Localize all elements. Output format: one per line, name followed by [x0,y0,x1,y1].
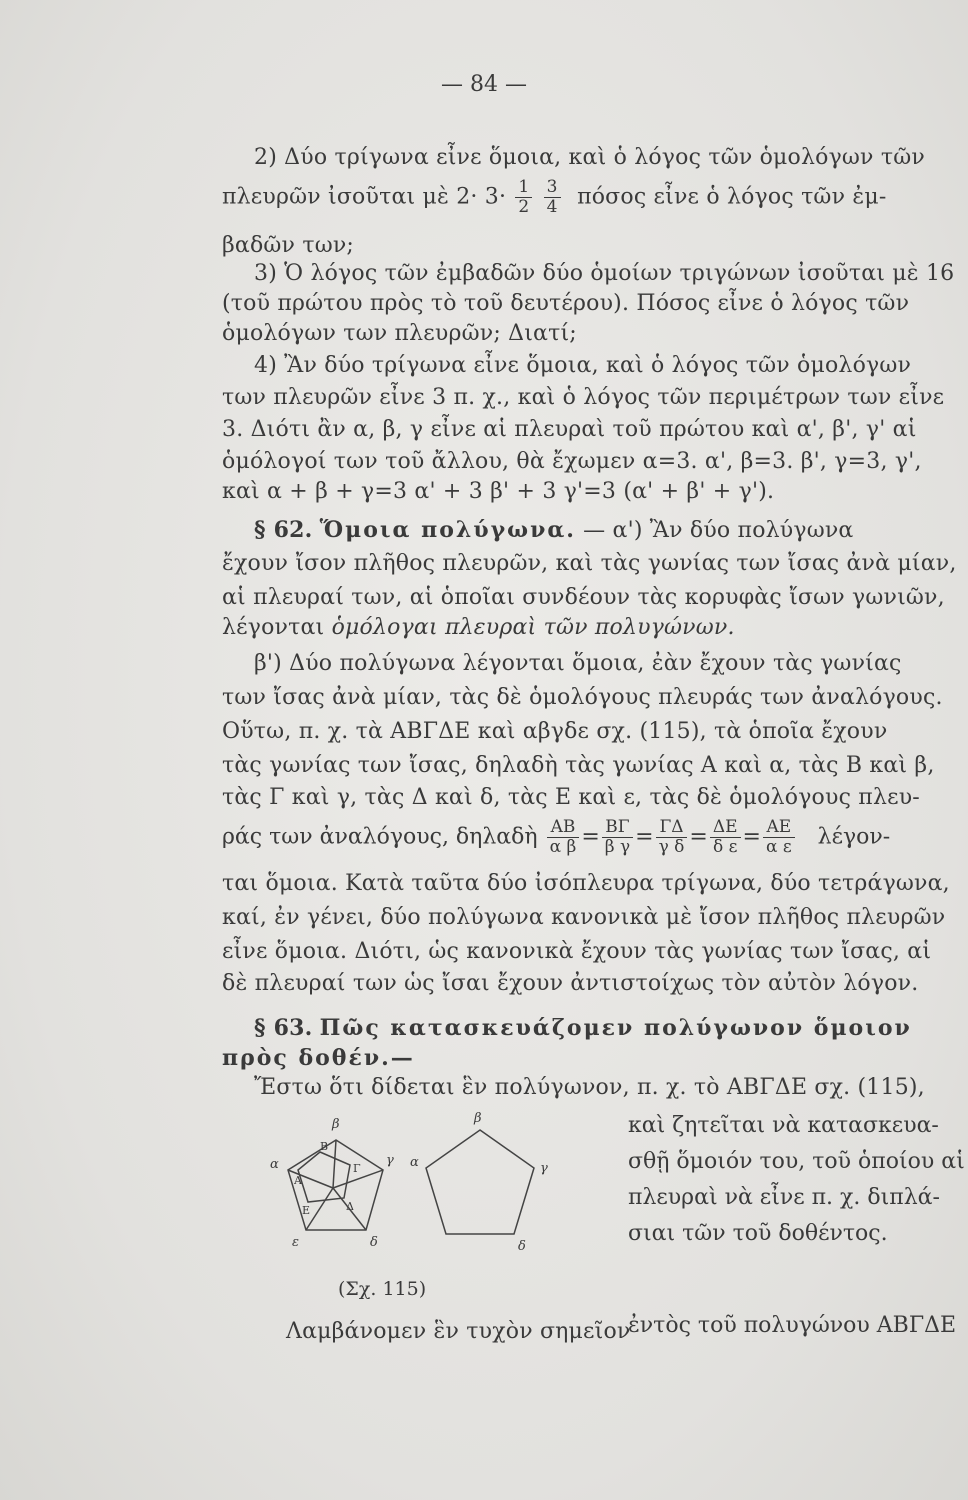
exercise-2-line-3: βαδῶν των; [222,233,355,258]
section-63-heading [222,1014,968,1043]
vertex-label-G: Γ [353,1162,361,1175]
proportion-equation-line: ράς των ἀναλόγους, δηλαδὴ $\frac{AB}{\text{α β}}$ = $\frac{B\Gamma}{\text{β γ}}$ = $\frac{\Gamma\Delta}{\text{γ δ}}$ = $\frac{\Delta E}{\text{δ ε}}$ = $\frac{AE}{\text{α ε}}$ λέγον- [222,817,891,857]
exercise-3-line-1: 3) Ὁ λόγος τῶν ἐμβαδῶν δύο ὁμοίων τριγώνων ἰσοῦται μὲ 16 [254,261,955,286]
exercise-4-line-3: 3. Διότι ἂν α, β, γ εἶνε αἱ πλευραὶ τοῦ πρώτου καὶ α', β', γ' αἱ [222,417,917,442]
section-62-line-7: Οὕτω, π. χ. τὰ ΑΒΓΔΕ καὶ αβγδε σχ. (115), τὰ ὁποῖα ἔχουν [222,719,888,744]
section-62-heading [222,516,968,545]
regular-pentagon [426,1130,534,1234]
fraction-three-quarters [544,178,561,217]
proportion-fraction [656,818,688,857]
exercise-3-line-2: (τοῦ πρώτου πρὸς τὸ τοῦ δευτέρου). Πόσος εἶνε ὁ λόγος τῶν [222,291,910,316]
section-62-line-1-rest: — α') Ἂν δύο πολύγωνα [583,518,854,543]
section-62-line-10: ται ὅμοια. Κατὰ ταῦτα δύο ἰσόπλευρα τρίγωνα, δύο τετράγωνα, [222,871,950,896]
ray-line [333,1140,336,1188]
section-63-side-line-1: καὶ ζητεῖται νὰ κατασκευα- [628,1113,939,1138]
fraction-numerator: ΑΒ [547,818,580,838]
section-63-side-line-3: πλευραὶ νὰ εἶνε π. χ. διπλά- [628,1185,940,1210]
exercise-4-line-4: ὁμόλογοί των τοῦ ἄλλου, θὰ ἔχωμεν α=3. α', β=3. β', γ=3, γ', [222,449,922,474]
page-number: — 84 — [441,72,527,97]
equation-post: λέγον- [817,824,891,850]
proportion-fraction [710,818,741,857]
section-63-last-line-right: ἐντὸς τοῦ πολυγώνου ΑΒΓΔΕ [628,1313,957,1338]
section-title-continued: πρὸς δοθέν.— [222,1045,415,1071]
vertex-label-D: Δ [346,1200,354,1213]
vertex-label-alpha-right: α [410,1155,419,1170]
proportion-fraction [763,818,795,857]
fraction-numerator: ΑΕ [763,818,795,838]
exercise-2-line-1: 2) Δύο τρίγωνα εἶνε ὅμοια, καὶ ὁ λόγος τῶν ὁμολόγων τῶν [254,145,925,170]
figure-115 [258,1110,618,1270]
section-number: § 62. [254,517,313,543]
vertex-label-delta-right: δ [518,1239,526,1254]
section-63-title-line-2 [222,1044,960,1073]
section-63-line-1: Ἔστω ὅτι δίδεται ἓν πολύγωνον, π. χ. τὸ ΑΒΓΔΕ σχ. (115), [254,1075,925,1100]
section-63-side-line-4: σιαι τῶν τοῦ δοθέντος. [628,1221,888,1246]
section-62-line-8: τὰς γωνίας των ἴσας, δηλαδὴ τὰς γωνίας Α καὶ α, τὰς Β καὶ β, [222,753,935,778]
fraction-denominator: 4 [546,197,558,217]
vertex-label-B: Β [320,1140,329,1153]
section-62-line-13: δὲ πλευραί των ὡς ἴσαι ἔχουν ἀντιστοίχως τὸν αὐτὸν λόγον. [222,971,919,996]
fraction-numerator: 1 [515,178,532,198]
vertex-label-E: Ε [302,1204,311,1217]
section-62-line-4-pre: λέγονται [222,615,325,640]
vertex-label-A: Α [294,1174,302,1187]
fraction-denominator: β γ [604,837,631,857]
section-62-line-5: β') Δύο πολύγωνα λέγονται ὅμοια, ἐὰν ἔχουν τὰς γωνίας [254,651,902,676]
equation-pre: ράς των ἀναλόγους, δηλαδὴ [222,824,538,850]
exercise-4-line-2: των πλευρῶν εἶνε 3 π. χ., καὶ ὁ λόγος τῶν περιμέτρων των εἶνε [222,385,945,410]
section-number: § 63. [254,1015,313,1041]
fraction-denominator: δ ε [712,837,738,857]
similar-pentagons-diagram [258,1110,618,1270]
section-62-line-3: αἱ πλευραί των, αἱ ὁποῖαι συνδέουν τὰς κορυφὰς ἴσων γωνιῶν, [222,585,945,610]
vertex-label-epsilon: ε [292,1235,299,1250]
fraction-numerator: ΓΔ [656,818,688,838]
section-62-line-2: ἔχουν ἴσον πλῆθος πλευρῶν, καὶ τὰς γωνίας των ἴσας ἀνὰ μίαν, [222,551,957,576]
section-62-line-6: των ἴσας ἀνὰ μίαν, τὰς δὲ ὁμολόγους πλευράς των ἀναλόγους. [222,685,943,710]
ray-line [306,1188,333,1230]
fraction-denominator: α β [549,837,577,857]
section-title: Ὅμοια πολύγωνα. [319,517,576,543]
fraction-denominator: 2 [518,197,530,217]
vertex-label-gamma: γ [386,1153,394,1168]
vertex-label-beta: β [332,1117,340,1132]
proportion-fraction [602,818,633,857]
vertex-label-delta: δ [370,1235,378,1250]
fraction-numerator: ΔΕ [710,818,741,838]
section-62-line-9: τὰς Γ καὶ γ, τὰς Δ καὶ δ, τὰς Ε καὶ ε, τὰς δὲ ὁμολόγους πλευ- [222,785,920,810]
section-title: Πῶς κατασκευάζομεν πολύγωνον ὅμοιον [319,1015,912,1041]
exercise-4-line-5: καὶ α + β + γ=3 α' + 3 β' + 3 γ'=3 (α' + β' + γ'). [222,479,775,504]
fraction-denominator: γ δ [658,837,685,857]
section-63-side-line-2: σθῇ ὅμοιόν του, τοῦ ὁποίου αἱ [628,1149,965,1174]
exercise-2-line-2-post: πόσος εἶνε ὁ λόγος τῶν ἐμ- [577,184,887,210]
section-62-line-12: εἶνε ὅμοια. Διότι, ὡς κανονικὰ ἔχουν τὰς γωνίας των ἴσας, αἱ [222,939,932,964]
fraction-denominator: α ε [765,837,792,857]
fraction-numerator: ΒΓ [602,818,633,838]
exercise-2-line-2-pre: πλευρῶν ἰσοῦται μὲ 2· 3· [222,184,507,210]
proportion-fraction [547,818,580,857]
vertex-label-alpha: α [270,1157,279,1172]
vertex-label-gamma-right: γ [540,1161,548,1176]
definition-term: ὁμόλογαι πλευραὶ τῶν πολυγώνων. [331,615,735,640]
fraction-numerator: 3 [544,178,561,198]
exercise-4-line-1: 4) Ἂν δύο τρίγωνα εἶνε ὅμοια, καὶ ὁ λόγος τῶν ὁμολόγων [254,353,912,378]
section-62-line-11: καί, ἐν γένει, δύο πολύγωνα κανονικὰ μὲ ἴσον πλῆθος πλευρῶν [222,905,946,930]
vertex-label-beta-right: β [474,1111,482,1126]
section-63-last-line-left: Λαμβάνομεν ἓν τυχὸν σημεῖον [286,1319,631,1344]
exercise-2-line-2 [222,178,960,217]
figure-caption: (Σχ. 115) [338,1278,427,1300]
fraction-one-half [515,178,532,217]
section-62-line-4 [222,614,960,642]
exercise-3-line-3: ὁμολόγων των πλευρῶν; Διατί; [222,321,577,346]
